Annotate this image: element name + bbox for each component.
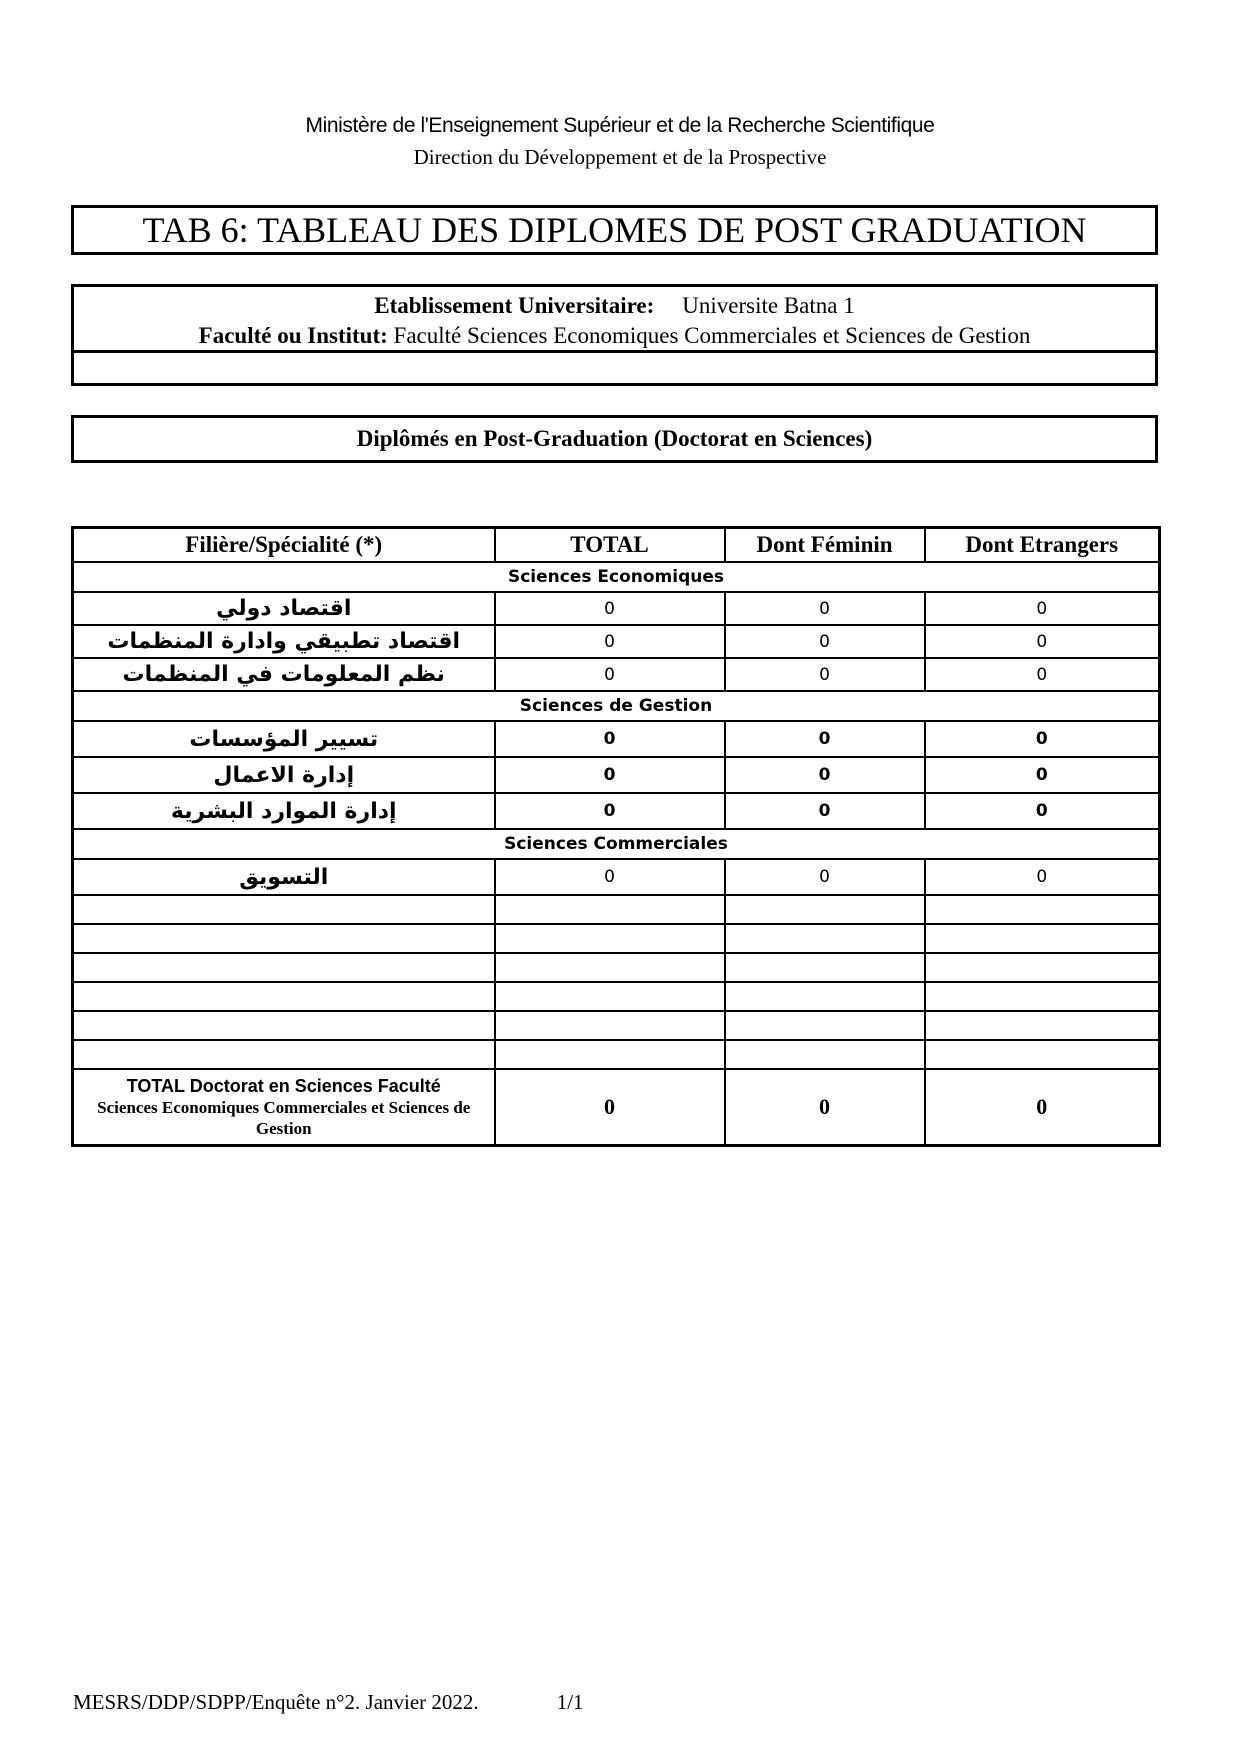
section-title: Diplômés en Post-Graduation (Doctorat en Sciences) [71, 415, 1158, 463]
total-row-label-line2: Sciences Economiques Commerciales et Sciences de Gestion [97, 1098, 471, 1139]
total-value: 0 [495, 757, 725, 793]
feminin-value: 0 [725, 793, 925, 829]
grand-feminin-value: 0 [725, 1069, 925, 1146]
group-sciences-de-gestion: Sciences de Gestion [73, 691, 1160, 721]
group-row [73, 691, 1160, 721]
group-sciences-economiques: Sciences Economiques [73, 562, 1160, 592]
specialty-label: التسويق [73, 859, 495, 895]
total-value: 0 [495, 625, 725, 658]
establishment-value: Universite Batna 1 [682, 293, 855, 318]
feminin-value: 0 [725, 658, 925, 691]
empty-row [73, 895, 1160, 924]
total-value: 0 [495, 658, 725, 691]
group-sciences-commerciales: Sciences Commerciales [73, 829, 1160, 859]
empty-row [73, 924, 1160, 953]
feminin-value: 0 [725, 757, 925, 793]
etrangers-value: 0 [925, 721, 1160, 757]
grand-total-value: 0 [495, 1069, 725, 1146]
specialty-label: تسيير المؤسسات [73, 721, 495, 757]
table-row [73, 658, 1160, 691]
total-row [73, 1069, 1160, 1146]
specialty-label: اقتصاد دولي [73, 592, 495, 625]
table-row [73, 592, 1160, 625]
total-row-label [73, 1069, 495, 1146]
specialty-label: إدارة الموارد البشرية [73, 793, 495, 829]
diplomas-table [71, 526, 1161, 1147]
faculty-value: Faculté Sciences Economiques Commerciales et Sciences de Gestion [393, 323, 1031, 348]
total-value: 0 [495, 793, 725, 829]
total-row-label-line1: TOTAL Doctorat en Sciences Faculté [126, 1075, 441, 1096]
table-header-row [73, 528, 1160, 563]
establishment-row [74, 291, 1155, 321]
etrangers-value: 0 [925, 658, 1160, 691]
table-row [73, 757, 1160, 793]
specialty-label: اقتصاد تطبيقي وادارة المنظمات [73, 625, 495, 658]
institution-box [71, 284, 1158, 386]
column-header-specialite: Filière/Spécialité (*) [73, 528, 495, 563]
footer-reference: MESRS/DDP/SDPP/Enquête n°2. Janvier 2022. [73, 1690, 479, 1714]
table-row [73, 721, 1160, 757]
feminin-value: 0 [725, 592, 925, 625]
total-value: 0 [495, 721, 725, 757]
total-value: 0 [495, 859, 725, 895]
specialty-label: إدارة الاعمال [73, 757, 495, 793]
page-number: 1/1 [556, 1690, 584, 1714]
establishment-label: Etablissement Universitaire: [374, 293, 655, 318]
direction-header: Direction du Développement et de la Prospective [413, 145, 827, 169]
table-row [73, 793, 1160, 829]
column-header-feminin: Dont Féminin [725, 528, 925, 563]
ministry-header: Ministère de l'Enseignement Supérieur et de la Recherche Scientifique [305, 114, 935, 137]
page-title: TAB 6: TABLEAU DES DIPLOMES DE POST GRADUATION [71, 205, 1158, 255]
etrangers-value: 0 [925, 757, 1160, 793]
faculty-row [74, 321, 1155, 351]
group-row [73, 562, 1160, 592]
etrangers-value: 0 [925, 859, 1160, 895]
specialty-label: نظم المعلومات في المنظمات [73, 658, 495, 691]
table-row [73, 859, 1160, 895]
grand-etrangers-value: 0 [925, 1069, 1160, 1146]
empty-row [73, 1011, 1160, 1040]
empty-row [73, 1040, 1160, 1069]
feminin-value: 0 [725, 625, 925, 658]
column-header-total: TOTAL [495, 528, 725, 563]
etrangers-value: 0 [925, 625, 1160, 658]
faculty-label: Faculté ou Institut: [198, 323, 388, 348]
feminin-value: 0 [725, 721, 925, 757]
table-row [73, 625, 1160, 658]
footer [73, 1690, 584, 1715]
column-header-etrangers: Dont Etrangers [925, 528, 1160, 563]
empty-row [73, 953, 1160, 982]
group-row [73, 829, 1160, 859]
total-value: 0 [495, 592, 725, 625]
feminin-value: 0 [725, 859, 925, 895]
etrangers-value: 0 [925, 793, 1160, 829]
etrangers-value: 0 [925, 592, 1160, 625]
empty-row [73, 982, 1160, 1011]
